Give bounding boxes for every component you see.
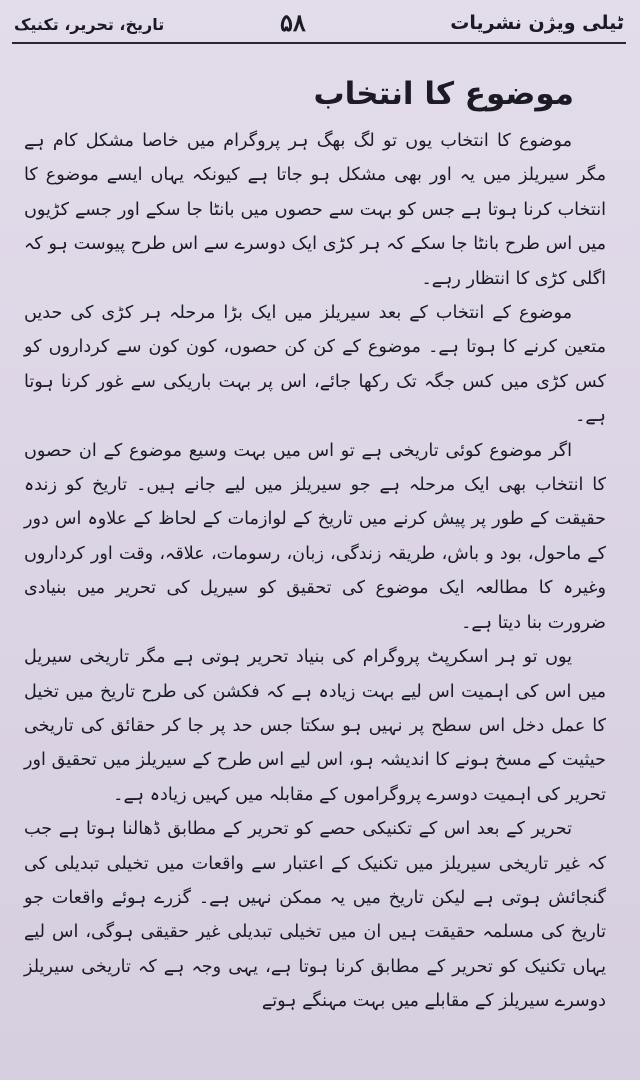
page-number: ۵۸: [280, 8, 306, 37]
body-text: [24, 124, 606, 1019]
chapter-title: تاریخ، تحریر، تکنیک: [14, 15, 165, 34]
section-title: موضوع کا انتخاب: [313, 76, 574, 112]
paragraph: موضوع کے انتخاب کے بعد سیریلز میں ایک بڑا مرحلہ ہر کڑی کی حدیں متعین کرنے کا ہوتا ہے۔ موضوع کے کن کن حصوں، کون کون سے کرداروں کو کس کڑی میں کس جگہ تک رکھا جائے، اس پر بہت باریکی سے غور کرنا ہوتا ہے۔: [24, 303, 606, 427]
paragraph: یوں تو ہر اسکرپٹ پروگرام کی بنیاد تحریر ہوتی ہے مگر تاریخی سیریل میں اس کی اہمیت اس لیے بہت زیادہ ہے کہ فکشن کی طرح تاریخ میں تخیل کا عمل دخل اس سطح پر نہیں ہو سکتا جس حد پر جا کر حقائق کی تاریخی حیثیت کے مسخ ہونے کا اندیشہ ہو، اس لیے اس طرح کے سیریلز میں تحقیق اور تحریر کی اہمیت دوسرے پروگراموں کے مقابلہ میں کہیں زیادہ ہے۔: [24, 647, 606, 805]
page-header: [12, 6, 626, 44]
book-title: ٹیلی ویژن نشریات: [450, 12, 624, 34]
paragraph: موضوع کا انتخاب یوں تو لگ بھگ ہر پروگرام میں خاصا مشکل کام ہے مگر سیریلز میں یہ اور بھی مشکل ہو جاتا ہے کیونکہ یہاں ایسے موضوع کا انتخاب کرنا ہوتا ہے جس کو بہت سے حصوں میں بانٹا جا سکے اور جسے کڑیوں میں اس طرح بانٹا جا سکے کہ ہر کڑی ایک دوسرے سے اس طرح پیوست ہو کہ اگلی کڑی کا انتظار رہے۔: [24, 131, 606, 289]
paragraph: تحریر کے بعد اس کے تکنیکی حصے کو تحریر کے مطابق ڈھالنا ہوتا ہے جب کہ غیر تاریخی سیریلز میں تکنیک کے اعتبار سے واقعات میں تخیلی تبدیلی کی گنجائش ہوتی ہے لیکن تاریخ میں یہ ممکن نہیں ہے۔ گزرے ہوئے واقعات جو تاریخ کی مسلمہ حقیقت ہیں ان میں تخیلی تبدیلی غیر حقیقی ہوگی، اس لیے یہاں تکنیک کو تحریر کے مطابق کرنا ہوتا ہے، یہی وجہ ہے کہ تاریخی سیریلز دوسرے سیریلز کے مقابلے میں بہت مہنگے ہوتے: [24, 819, 606, 1012]
paragraph: اگر موضوع کوئی تاریخی ہے تو اس میں بہت وسیع موضوع کے ان حصوں کا انتخاب بھی ایک مرحلہ ہے جو سیریلز میں لیے جانے ہیں۔ تاریخ کو زندہ حقیقت کے طور پر پیش کرنے میں تاریخ کے لوازمات کے لحاظ کے علاوہ اس دور کے ماحول، بود و باش، طریقہ زندگی، زبان، رسومات، علاقہ، وقت اور کرداروں وغیرہ کا مطالعہ ایک موضوع کی تحقیق کو سیریل کی تحریر میں بنیادی ضرورت بنا دیتا ہے۔: [24, 440, 606, 633]
